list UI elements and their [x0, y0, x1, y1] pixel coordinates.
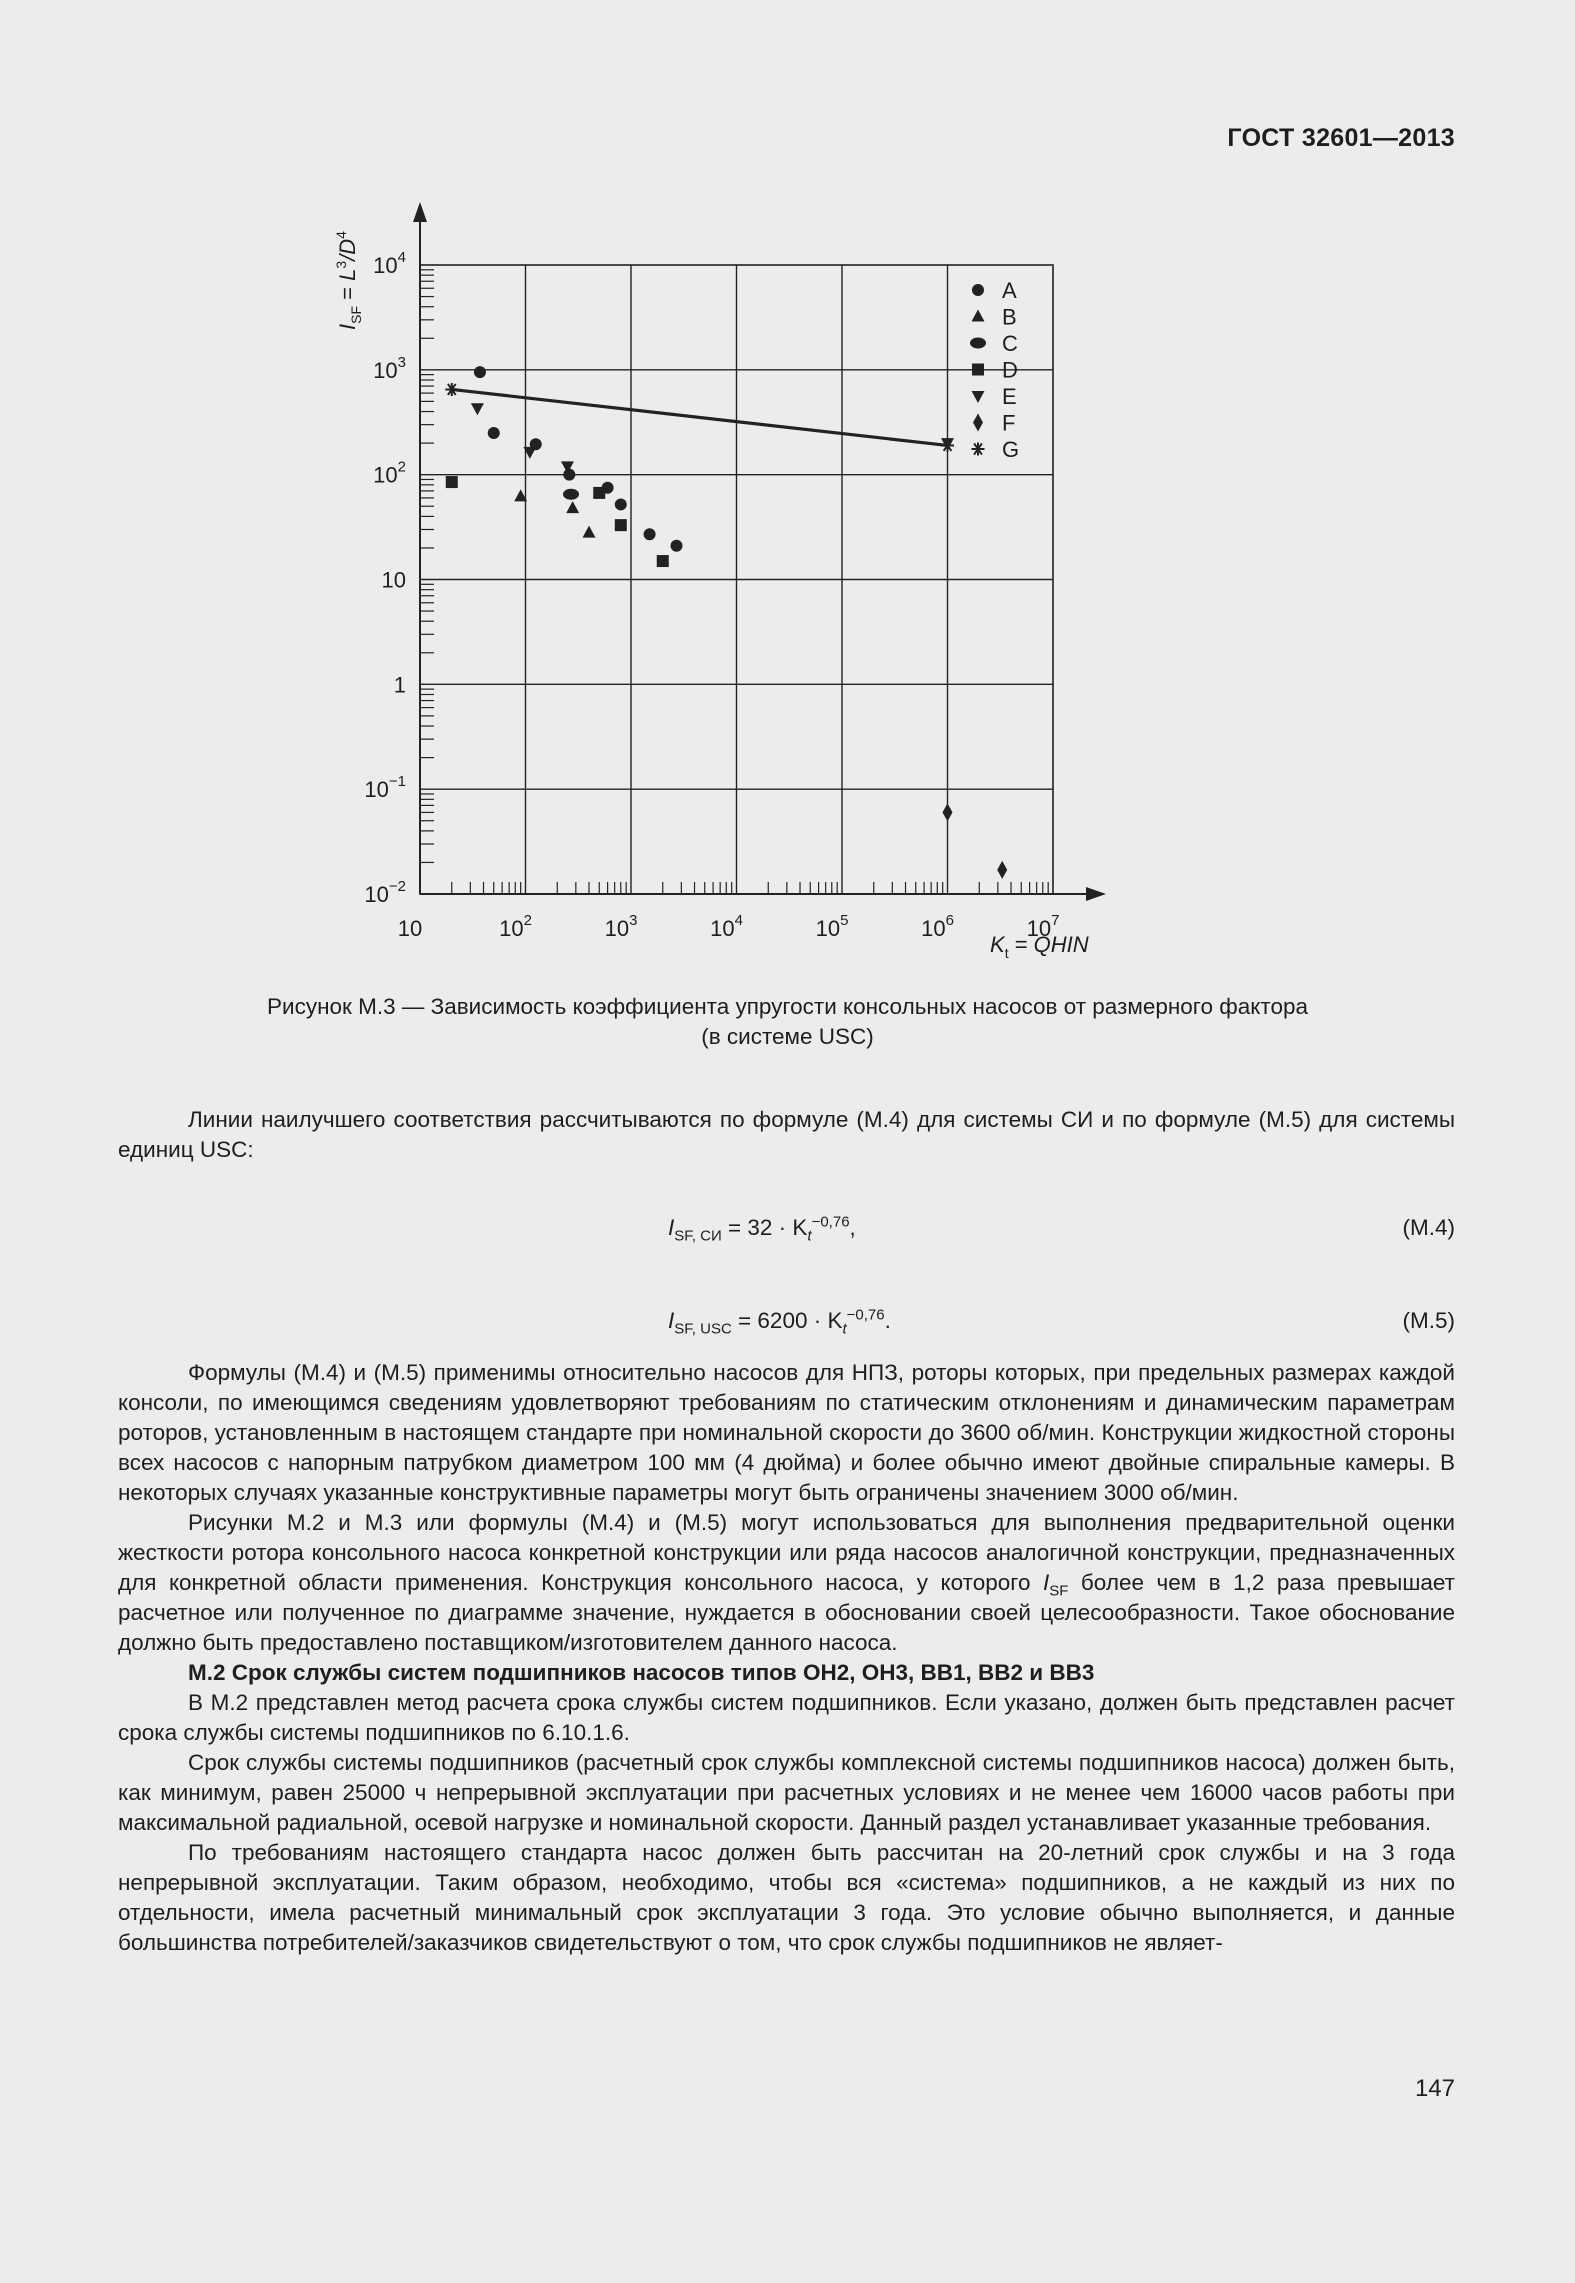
y-tick-label: 10 — [381, 567, 406, 593]
data-point-a — [563, 469, 575, 481]
y-tick-label: $10^3$ — [373, 353, 406, 383]
data-point-d — [593, 487, 605, 499]
chart-minor-ticks — [420, 270, 1048, 894]
legend-marker-g — [972, 443, 985, 456]
paragraph-5: По требованиям настоящего стандарта насос должен быть рассчитан на 20-летний срок службы и на 3 года непрерывной эксплуатации. Таким образом, необходимо, чтобы вся «система» подшипников, а не каждый из них по отдельности, имела расчетный минимальный срок эксплуатации 3 года. Это условие обычно выполняется, и данные большинства потребителей/заказчиков свидетельствуют о том, что срок службы подшипников не являет- — [118, 1840, 1455, 1955]
formula-m4-expression: $I_{SF, СИ} = 32 \cdot K_t^{-0,76}$, — [668, 1213, 856, 1245]
caption-line-2: (в системе USC) — [701, 1024, 874, 1049]
formula-m4-number: (М.4) — [1402, 1215, 1455, 1240]
data-point-d — [615, 519, 627, 531]
legend-label-e: E — [1002, 384, 1017, 409]
y-tick-label: 1 — [393, 672, 406, 698]
legend-label-d: D — [1002, 357, 1018, 383]
paragraph-3: В М.2 представлен метод расчета срока службы систем подшипников. Если указано, должен быть представлен расчет срока службы системы подшипников по 6.10.1.6. — [118, 1690, 1455, 1745]
paragraph-1: Формулы (М.4) и (М.5) применимы относительно насосов для НПЗ, роторы которых, при предельных размерах каждой консоли, по имеющимся сведениям удовлетворяют требованиям по статическим отклонениям и динамическим параметрам роторов, установленным в настоящем стандарте при номинальной скорости до 3600 об/мин. Конструкции жидкостной стороны всех насосов с напорным патрубком диаметром 100 мм (4 дюйма) и более обычно имеют двойные спиральные камеры. В некоторых случаях указанные конструктивные параметры могут быть ограничены значением 3000 об/мин. — [118, 1360, 1455, 1505]
data-point-a — [671, 540, 683, 552]
page-number: 147 — [1414, 2075, 1455, 2102]
data-point-a — [488, 427, 500, 439]
y-tick-label: $10^{-2}$ — [364, 878, 406, 907]
legend-label-f: F — [1002, 410, 1016, 436]
data-point-g — [445, 383, 458, 396]
figure-caption — [160, 992, 1415, 1052]
paragraph-2: Рисунки М.2 и М.3 или формулы (М.4) и (М.5) могут использоваться для выполнения предварительной оценки жесткости ротора консольного насоса конкретной конструкции или ряда насосов аналогичной конструкции, предназначенных для конкретной области применения. Конструкция консольного насоса, у которого $I_{SF}$ более чем в 1,2 раза превышает расчетное или полученное по диаграмме значение, нуждается в обосновании своей целесообразности. Такое обоснование должно быть предоставлено поставщиком/изготовителем данного насоса. — [118, 1510, 1455, 1655]
intro-paragraph — [118, 1105, 1455, 1165]
data-point-d — [657, 555, 669, 567]
x-axis-title: $K_t$ = QHIN — [990, 932, 1089, 961]
x-tick-label: $10^5$ — [815, 912, 849, 941]
legend-marker-c — [970, 338, 986, 349]
y-axis-arrow — [413, 202, 427, 222]
formula-m5-expression: $I_{SF, USC} = 6200 \cdot K_t^{-0,76}$. — [668, 1306, 891, 1338]
legend-marker-d — [972, 364, 984, 376]
formula-m5 — [118, 1308, 1455, 1338]
data-point-d — [446, 476, 458, 488]
section-heading: М.2 Срок службы систем подшипников насосов типов ОН2, ОН3, ВВ1, ВВ2 и ВВ3 — [188, 1660, 1095, 1685]
chart-grid — [420, 265, 1053, 894]
document-header: ГОСТ 32601—2013 — [1227, 124, 1455, 152]
formula-m4 — [118, 1215, 1455, 1245]
legend-label-g: G — [1002, 437, 1020, 462]
data-point-e — [471, 403, 484, 415]
legend-label-a: A — [1002, 278, 1017, 303]
y-tick-label: $10^4$ — [373, 249, 406, 278]
y-tick-label: $10^{-1}$ — [364, 773, 406, 803]
y-axis-title: $I_{SF} = L^3/D^4$ — [333, 231, 364, 330]
chart-tick-labels — [364, 249, 1059, 941]
legend-label-b: B — [1002, 304, 1017, 330]
data-point-b — [583, 526, 596, 538]
legend-marker-f — [973, 414, 983, 432]
x-tick-label: $10^2$ — [499, 912, 532, 941]
x-tick-label: $10^3$ — [604, 912, 638, 941]
legend-marker-a — [972, 284, 984, 296]
formula-m5-number: (М.5) — [1402, 1308, 1455, 1333]
data-point-c — [563, 489, 579, 500]
legend-label-c: C — [1002, 331, 1018, 356]
body-text — [118, 1358, 1455, 1958]
data-point-b — [566, 501, 579, 513]
x-axis-arrow — [1086, 887, 1106, 901]
x-tick-label: $10^4$ — [710, 912, 743, 941]
x-tick-label: $10^6$ — [921, 912, 954, 941]
paragraph-4: Срок службы системы подшипников (расчетный срок службы комплексной системы подшипников насоса) должен быть, как минимум, равен 25000 ч непрерывной эксплуатации при расчетных условиях и не менее чем 16000 часов работы при максимальной радиальной, осевой нагрузке и номинальной скорости. Данный раздел устанавливает указанные требования. — [118, 1750, 1455, 1835]
data-point-f — [997, 861, 1007, 879]
legend-marker-b — [972, 310, 985, 322]
legend-marker-e — [972, 391, 985, 403]
scatter-chart — [300, 190, 1130, 970]
data-point-a — [474, 366, 486, 378]
y-tick-label: $10^2$ — [373, 458, 406, 488]
x-tick-label: 10 — [397, 916, 423, 941]
data-point-f — [943, 803, 953, 821]
data-point-a — [615, 498, 627, 510]
data-point-a — [644, 528, 656, 540]
x-tick-label: $10^7$ — [1026, 912, 1060, 941]
caption-line-1: Рисунок М.3 — Зависимость коэффициента упругости консольных насосов от размерного фактора — [267, 994, 1308, 1019]
intro-text: Линии наилучшего соответствия рассчитываются по формуле (М.4) для системы СИ и по формуле (М.5) для системы единиц USC: — [118, 1107, 1455, 1162]
